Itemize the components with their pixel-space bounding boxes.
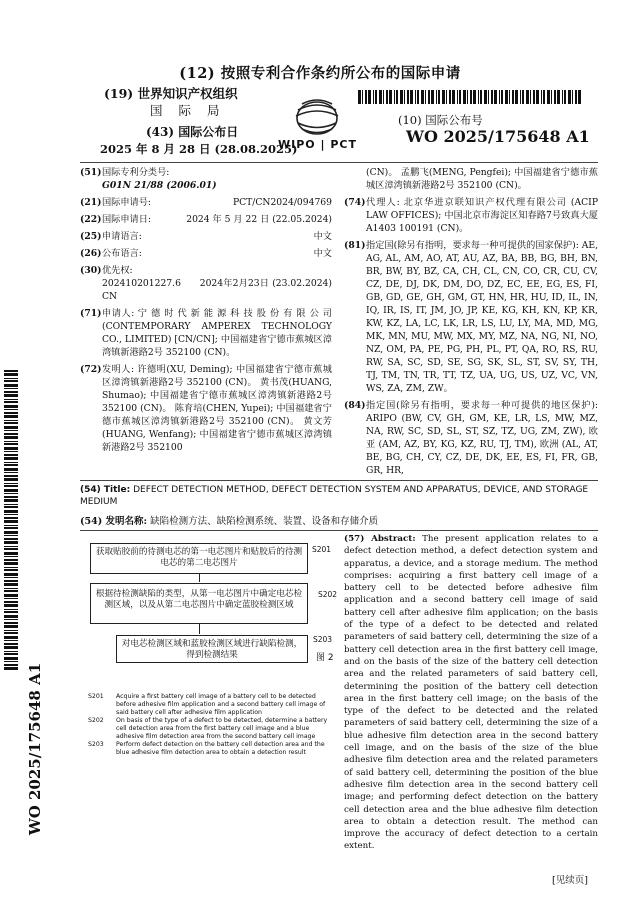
wipo-pct-wordmark: WIPO | PCT [278, 138, 357, 151]
figure-caption: 图 2 [316, 653, 334, 663]
pub-date-label: (43) 国际公布日 [146, 125, 239, 139]
barcode-top-icon [358, 90, 582, 104]
arrow-connector [199, 574, 200, 582]
continued-note: [见续页] [552, 875, 588, 886]
field-22: (22) 国际申请日: 2024 年 5 月 22 日 (22.05.2024) [80, 214, 332, 225]
pub-no-label: (10) 国际公布号 [398, 113, 483, 127]
step-label-s201: S201 [312, 545, 332, 554]
field-74: (74) 代理人: 北京华进京联知识产权代理有限公司 (ACIP LAW OFFICES); 中国北京市海淀区知春路7号致真大厦A1403 100191 (CN)。 [344, 197, 598, 234]
document-title: (12) 按照专利合作条约所公布的国际申请 [179, 65, 461, 82]
field-51: (51) 国际专利分类号: G01N 21/88 (2006.01) [80, 167, 217, 191]
legend-row: S202 On basis of the type of a defect to be detected, determine a battery cell detection area from the first battery cell image and a blue adhesive film detection area from the second battery cell image [88, 717, 328, 740]
side-pub-no: WO 2025/175648 A1 [26, 662, 44, 836]
divider [80, 162, 598, 163]
bureau-name: 国 际 局 [150, 103, 226, 118]
title-zh: (54) 发明名称: 缺陷检测方法、缺陷检测系统、装置、设备和存储介质 [80, 516, 379, 527]
step-box-s203: 对电芯检测区域和蓝胶检测区域进行缺陷检测，得到检测结果 [116, 635, 308, 663]
bibliographic-right [344, 166, 598, 481]
bibliographic-left [80, 166, 342, 458]
field-81: (81) 指定国(除另有指明，要求每一种可提供的国家保护): AE, AG, AL, AM, AO, AT, AU, AZ, BA, BB, BG, BH, BN, BR, BW, BY, BZ, CA, CH, CL, CN, CO, CR, CU, CV, CZ, DE, DJ, DK, DM, DO, DZ, EC, EE, EG, ES, FI, GB, GD, GE, GH, GM, GT, HN, HR, HU, ID, IL, IN, IQ, IR, IS, IT, JM, JO, JP, KE, KG, KH, KN, KP, KR, KW, KZ, LA, LC, LK, LR, LS, LU, LY, MA, MD, MG, MK, MN, MU, MW, MX, MY, MZ, NA, NG, NI, NO, NZ, OM, PA, PE, PG, PH, PL, PT, QA, RO, RS, RU, RW, SA, SC, SD, SE, SG, SK, SL, ST, SV, SY, TH, TJ, TM, TN, TR, TT, TZ, UA, UG, US, UZ, VC, VN, WS, ZA, ZM, ZW。 [344, 240, 598, 394]
legend-row: S201 Acquire a first battery cell image of a battery cell to be detected before adhesive film application and a second battery cell image of said battery cell after adhesive film application [88, 693, 326, 716]
step-box-s201: 获取贴胶前的待测电芯的第一电芯图片和贴胶后的待测电芯的第二电芯图片 [90, 543, 308, 574]
pub-no: WO 2025/175648 A1 [406, 127, 590, 146]
field-71: (71) 申请人: 宁 德 时 代 新 能 源 科 技 股 份 有 限 公 司 (CONTEMPORARY AMPEREX TECHNOLOGY CO., LIMITED) [CN/CN]; 中国福建省宁德市蕉城区漳湾镇新港路2号 352100 (CN)。 [80, 308, 332, 358]
field-30: (30) 优先权: 202410201227.6 2024年2月23日 (23.02.2024) CN [80, 265, 342, 302]
step-label-s202: S202 [318, 590, 338, 599]
field-21: (21) 国际申请号: PCT/CN2024/094769 [80, 197, 332, 208]
arrow-connector [199, 624, 200, 634]
divider [80, 530, 598, 531]
abstract: (57) Abstract: The present application relates to a defect detection method, a defect detection system and apparatus, a device, and a storage medium. The method comprises: acquiring a first battery cell image of a battery cell to be detected before adhesive film application and a second battery cell image of said battery cell after adhesive film application; on the basis of the type of a defect to be detected and related parameters of said battery cell, determining the size of a battery cell detection area in the first battery cell image, and on the basis of the size of the battery cell detection area and the related parameters of said battery cell, determining the position of the battery cell detection area in the first battery cell image; on the basis of the type of the defect to be detected and the related parameters of said battery cell, determining the size of a blue adhesive film detection area in the second battery cell image, and on the basis of the size of the blue adhesive film detection area and the related parameters of said battery cell, determining the position of the blue adhesive film detection area in the second battery cell image; and performing defect detection on the battery cell detection area and the blue adhesive film detection area to obtain a detection result. The method can improve the accuracy of defect detection to a certain extent. [344, 534, 598, 852]
legend-row: S203 Perform defect detection on the battery cell detection area and the blue adhesive film detection area to obtain a detection result [88, 741, 325, 756]
pub-date: 2025 年 8 月 28 日 (28.08.2025) [100, 142, 298, 156]
step-box-s202: 根据待检测缺陷的类型，从第一电芯图片中确定电芯检测区域，以及从第二电芯图片中确定蓝胶检测区域 [90, 583, 308, 624]
field-72-cont: (CN)。 孟鹏飞(MENG, Pengfei); 中国福建省宁德市蕉城区漳湾镇新港路2号 352100 (CN)。 [366, 167, 598, 191]
field-25: (25) 申请语言: 中文 [80, 231, 332, 242]
title-en: (54) Title: DEFECT DETECTION METHOD, DEFECT DETECTION SYSTEM AND APPARATUS, DEVICE, AND STORAGE MEDIUM [80, 485, 589, 507]
org-name: (19) 世界知识产权组织 [104, 86, 238, 101]
figure-legend [88, 693, 328, 757]
barcode-side-icon [4, 370, 18, 670]
divider [80, 480, 598, 481]
field-26: (26) 公布语言: 中文 [80, 248, 332, 259]
step-label-s203: S203 [313, 635, 333, 644]
field-72: (72) 发明人: 许德明(XU, Deming); 中国福建省宁德市蕉城区漳湾镇新港路2号 352100 (CN)。 黄书茂(HUANG, Shumao); 中国福建省宁德市蕉城区漳湾镇新港路2号 352100 (CN)。 陈育培(CHEN, Yupei); 中国福建省宁德市蕉城区漳湾镇新港路2号 352100 (CN)。 黄文芳(HUANG, Wenfang); 中国福建省宁德市蕉城区漳湾镇新港路2号 352100 [80, 364, 332, 453]
field-84: (84) 指定国(除另有指明，要求每一种可提供的地区保护): ARIPO (BW, CV, GH, GM, KE, LR, LS, MW, MZ, NA, RW, SC, SD, SL, ST, SZ, TZ, UG, ZM, ZW), 欧亚 (AM, AZ, BY, KG, KZ, RU, TJ, TM), 欧洲 (AL, AT, BE, BG, CH, CY, CZ, DE, DK, EE, ES, FI, FR, GB, GR, HR, [344, 400, 598, 476]
